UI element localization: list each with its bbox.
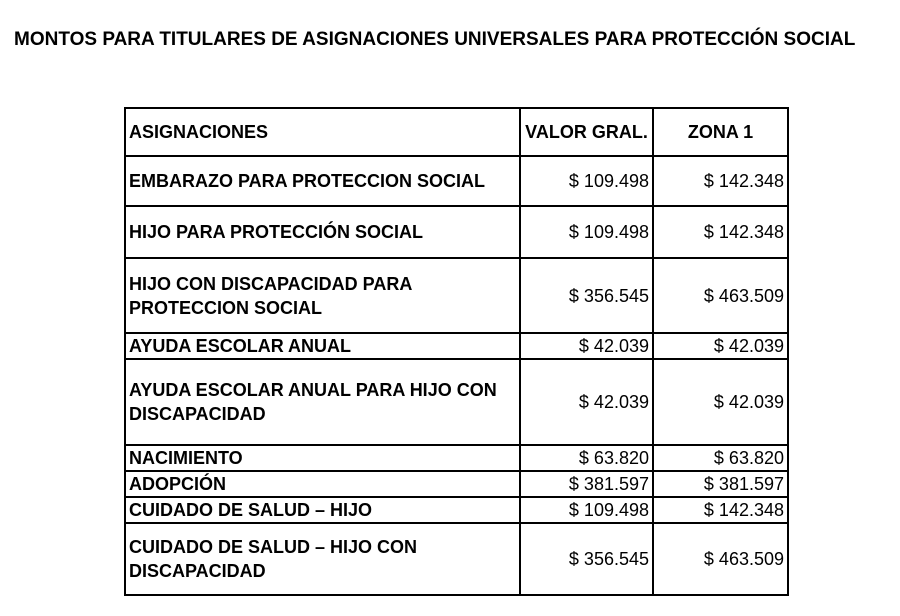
row-valor-gral: $ 109.498 [520,156,653,206]
row-valor-gral: $ 42.039 [520,359,653,445]
row-zona-1: $ 463.509 [653,258,788,333]
row-name: CUIDADO DE SALUD – HIJO CON DISCAPACIDAD [125,523,520,595]
row-zona-1: $ 463.509 [653,523,788,595]
row-name: HIJO CON DISCAPACIDAD PARA PROTECCION SOCIAL [125,258,520,333]
header-zona-1: ZONA 1 [653,108,788,156]
table-row [125,445,788,471]
row-valor-gral: $ 356.545 [520,523,653,595]
table-row [125,497,788,523]
table-header-row [125,108,788,156]
row-valor-gral: $ 381.597 [520,471,653,497]
amounts-table [124,107,789,596]
row-valor-gral: $ 109.498 [520,497,653,523]
row-zona-1: $ 142.348 [653,156,788,206]
row-valor-gral: $ 63.820 [520,445,653,471]
table-row [125,359,788,445]
table-row [125,471,788,497]
table-row [125,206,788,258]
table-row [125,333,788,359]
table-row [125,156,788,206]
row-valor-gral: $ 109.498 [520,206,653,258]
row-zona-1: $ 42.039 [653,359,788,445]
row-name: AYUDA ESCOLAR ANUAL PARA HIJO CON DISCAPACIDAD [125,359,520,445]
row-zona-1: $ 381.597 [653,471,788,497]
row-name: CUIDADO DE SALUD – HIJO [125,497,520,523]
row-name: AYUDA ESCOLAR ANUAL [125,333,520,359]
row-zona-1: $ 42.039 [653,333,788,359]
row-zona-1: $ 63.820 [653,445,788,471]
row-name: EMBARAZO PARA PROTECCION SOCIAL [125,156,520,206]
header-asignaciones: ASIGNACIONES [125,108,520,156]
table-row [125,258,788,333]
row-name: NACIMIENTO [125,445,520,471]
document-title: MONTOS PARA TITULARES DE ASIGNACIONES UNIVERSALES PARA PROTECCIÓN SOCIAL [14,29,856,50]
row-name: HIJO PARA PROTECCIÓN SOCIAL [125,206,520,258]
header-valor-gral: VALOR GRAL. [520,108,653,156]
row-valor-gral: $ 356.545 [520,258,653,333]
row-zona-1: $ 142.348 [653,206,788,258]
row-zona-1: $ 142.348 [653,497,788,523]
table-row [125,523,788,595]
row-valor-gral: $ 42.039 [520,333,653,359]
row-name: ADOPCIÓN [125,471,520,497]
